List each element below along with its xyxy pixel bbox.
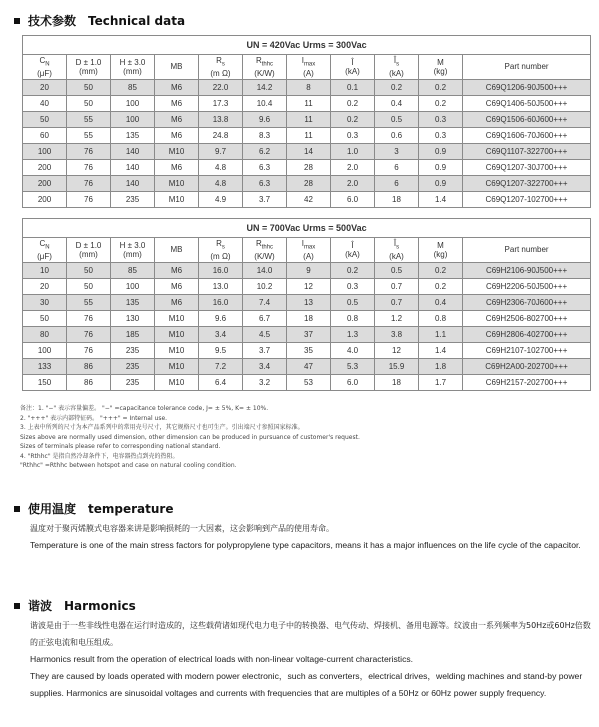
table-voltage-title: UN = 700Vac Urms = 500Vac bbox=[23, 219, 591, 238]
table-cell: 0.3 bbox=[331, 128, 375, 144]
table-cell: 6 bbox=[375, 176, 419, 192]
column-header-subscript: s bbox=[221, 244, 225, 251]
table-cell: 6.2 bbox=[243, 144, 287, 160]
table-cell: 5.3 bbox=[331, 359, 375, 375]
table-cell: 50 bbox=[67, 96, 111, 112]
column-header-unit: (m Ω) bbox=[210, 68, 231, 78]
table-header-row bbox=[23, 238, 591, 263]
table-cell: 0.6 bbox=[375, 128, 419, 144]
table-cell: 76 bbox=[67, 176, 111, 192]
spec-table-420v bbox=[22, 35, 591, 208]
column-header-label: Part number bbox=[504, 245, 549, 255]
table-cell: 200 bbox=[23, 192, 67, 208]
table-cell: 3.4 bbox=[243, 359, 287, 375]
table-cell: 6.7 bbox=[243, 311, 287, 327]
table-cell: 7.2 bbox=[199, 359, 243, 375]
table-cell: 17.3 bbox=[199, 96, 243, 112]
part-number-cell: C69Q1406-50J500+++ bbox=[463, 96, 591, 112]
heading-en: temperature bbox=[88, 501, 174, 516]
table-cell: M6 bbox=[155, 112, 199, 128]
column-header-label: R bbox=[255, 56, 262, 66]
table-cell: 76 bbox=[67, 311, 111, 327]
table-cell: 11 bbox=[287, 112, 331, 128]
table-row bbox=[23, 279, 591, 295]
table-cell: 1.3 bbox=[331, 327, 375, 343]
column-header bbox=[199, 238, 243, 263]
table-cell: 18 bbox=[375, 192, 419, 208]
table-cell: 18 bbox=[375, 375, 419, 391]
table-cell: 28 bbox=[287, 176, 331, 192]
column-header-label: MB bbox=[170, 245, 183, 255]
part-number-cell: C69H2157-202700+++ bbox=[463, 375, 591, 391]
column-header-label: D ± 1.0 bbox=[75, 57, 102, 67]
heading-en: Harmonics bbox=[64, 598, 136, 613]
part-number-cell: C69H2A00-202700+++ bbox=[463, 359, 591, 375]
column-header bbox=[419, 238, 463, 263]
table-cell: 9.6 bbox=[243, 112, 287, 128]
table-cell: 10 bbox=[23, 263, 67, 279]
table-cell: 12 bbox=[287, 279, 331, 295]
column-header-subscript: s bbox=[396, 61, 400, 68]
table-cell: 14.0 bbox=[243, 263, 287, 279]
table-cell: 86 bbox=[67, 375, 111, 391]
column-header-label: C bbox=[39, 239, 46, 249]
table-cell: 55 bbox=[67, 112, 111, 128]
heading-cn: 使用温度 bbox=[28, 502, 77, 516]
column-header bbox=[243, 238, 287, 263]
table-cell: M10 bbox=[155, 327, 199, 343]
table-cell: 4.8 bbox=[199, 160, 243, 176]
bullet-square-icon bbox=[14, 18, 20, 24]
table-voltage-title: UN = 420Vac Urms = 300Vac bbox=[23, 36, 591, 55]
table-cell: 35 bbox=[287, 343, 331, 359]
table-cell: M6 bbox=[155, 160, 199, 176]
table-row bbox=[23, 359, 591, 375]
column-header-unit: (μF) bbox=[37, 251, 52, 261]
table-cell: 0.4 bbox=[419, 295, 463, 311]
column-header-label: R bbox=[255, 239, 262, 249]
table-cell: M10 bbox=[155, 311, 199, 327]
table-cell: 0.4 bbox=[375, 96, 419, 112]
table-cell: 6.0 bbox=[331, 375, 375, 391]
table-cell: 55 bbox=[67, 128, 111, 144]
table-cell: 3.4 bbox=[199, 327, 243, 343]
table-cell: 85 bbox=[111, 263, 155, 279]
column-header-label: R bbox=[216, 56, 222, 66]
column-header-unit: (A) bbox=[303, 68, 314, 78]
table-row bbox=[23, 112, 591, 128]
table-cell: 22.0 bbox=[199, 80, 243, 96]
table-cell: M10 bbox=[155, 375, 199, 391]
heading-cn: 技术参数 bbox=[28, 14, 77, 28]
table-row bbox=[23, 160, 591, 176]
table-cell: 10.4 bbox=[243, 96, 287, 112]
column-header-subscript: thhc bbox=[261, 244, 274, 251]
table-cell: M6 bbox=[155, 80, 199, 96]
column-header-unit: (K/W) bbox=[254, 251, 275, 261]
part-number-cell: C69Q1206-90J500+++ bbox=[463, 80, 591, 96]
table-cell: 60 bbox=[23, 128, 67, 144]
table-cell: 2.0 bbox=[331, 160, 375, 176]
column-header bbox=[419, 55, 463, 80]
table-cell: 235 bbox=[111, 192, 155, 208]
table-cell: 8.3 bbox=[243, 128, 287, 144]
temperature-text bbox=[30, 520, 592, 554]
table-cell: 1.1 bbox=[419, 327, 463, 343]
table-cell: 0.2 bbox=[375, 80, 419, 96]
table-cell: 100 bbox=[111, 279, 155, 295]
column-header bbox=[111, 238, 155, 263]
table-cell: 24.8 bbox=[199, 128, 243, 144]
table-cell: 0.2 bbox=[419, 80, 463, 96]
table-cell: 76 bbox=[67, 327, 111, 343]
table-cell: 50 bbox=[67, 80, 111, 96]
table-cell: 3.8 bbox=[375, 327, 419, 343]
table-cell: 15.9 bbox=[375, 359, 419, 375]
table-cell: 100 bbox=[23, 144, 67, 160]
table-cell: 4.0 bbox=[331, 343, 375, 359]
table-cell: 1.8 bbox=[419, 359, 463, 375]
column-header-label: H ± 3.0 bbox=[119, 240, 146, 250]
column-header-unit: (mm) bbox=[123, 67, 142, 76]
table-cell: 13 bbox=[287, 295, 331, 311]
note-line: 备注：1. "−" 表示容量偏差。 "−" =capacitance tolerance code, J= ± 5%, K= ± 10%. bbox=[20, 405, 269, 412]
column-header-subscript: N bbox=[45, 61, 50, 68]
part-number-cell: C69H2107-102700+++ bbox=[463, 343, 591, 359]
table-cell: 7.4 bbox=[243, 295, 287, 311]
part-number-cell: C69H2506-802700+++ bbox=[463, 311, 591, 327]
column-header bbox=[463, 238, 591, 263]
table-cell: M10 bbox=[155, 192, 199, 208]
table-cell: 13.0 bbox=[199, 279, 243, 295]
table-cell: 13.8 bbox=[199, 112, 243, 128]
table-row bbox=[23, 128, 591, 144]
column-header-unit: (kA) bbox=[389, 251, 404, 261]
table-cell: 3.7 bbox=[243, 343, 287, 359]
table-cell: M6 bbox=[155, 295, 199, 311]
column-header-subscript: N bbox=[45, 244, 50, 251]
table-cell: 1.7 bbox=[419, 375, 463, 391]
table-cell: 3.7 bbox=[243, 192, 287, 208]
table-cell: 76 bbox=[67, 160, 111, 176]
column-header bbox=[463, 55, 591, 80]
column-header-subscript: thhc bbox=[261, 61, 274, 68]
table-cell: 100 bbox=[111, 112, 155, 128]
table-cell: 1.4 bbox=[419, 192, 463, 208]
table-cell: 3 bbox=[375, 144, 419, 160]
harmonics-heading bbox=[14, 597, 136, 614]
table-cell: 140 bbox=[111, 144, 155, 160]
column-header-label: MB bbox=[170, 62, 183, 72]
table-cell: 6.4 bbox=[199, 375, 243, 391]
table-cell: 1.2 bbox=[375, 311, 419, 327]
table-cell: M6 bbox=[155, 263, 199, 279]
column-header-unit: (A) bbox=[303, 251, 314, 261]
spec-table-700v bbox=[22, 218, 591, 391]
table-cell: 85 bbox=[111, 80, 155, 96]
table-cell: M10 bbox=[155, 176, 199, 192]
column-header-label: Î bbox=[393, 56, 397, 66]
table-cell: 0.5 bbox=[331, 295, 375, 311]
column-header bbox=[23, 55, 67, 80]
table-cell: 4.5 bbox=[243, 327, 287, 343]
table-cell: 4.9 bbox=[199, 192, 243, 208]
column-header-subscript: s bbox=[396, 244, 400, 251]
table-cell: 6.3 bbox=[243, 160, 287, 176]
harmonics-en-2: They are caused by loads operated with modern power electronic，such as converters，electrical drives，welding machines and stand-by power supplies. Harmonics are sinusoidal voltages and currents with frequencies that are multiples of a 50Hz or 60Hz power supply frequency. bbox=[30, 671, 583, 698]
table-cell: 1.0 bbox=[331, 144, 375, 160]
table-cell: 9 bbox=[287, 263, 331, 279]
table-cell: 0.9 bbox=[419, 176, 463, 192]
table-cell: 18 bbox=[287, 311, 331, 327]
table-cell: 140 bbox=[111, 160, 155, 176]
table-cell: M6 bbox=[155, 128, 199, 144]
table-cell: M6 bbox=[155, 96, 199, 112]
table-cell: 0.7 bbox=[375, 279, 419, 295]
temperature-heading bbox=[14, 500, 173, 517]
table-title-row bbox=[23, 219, 591, 238]
bullet-square-icon bbox=[14, 506, 20, 512]
part-number-cell: C69Q1107-322700+++ bbox=[463, 144, 591, 160]
table-row bbox=[23, 375, 591, 391]
part-number-cell: C69Q1207-102700+++ bbox=[463, 192, 591, 208]
column-header bbox=[67, 238, 111, 263]
column-header bbox=[287, 238, 331, 263]
harmonics-en-1: Harmonics result from the operation of electrical loads with non-linear voltage-current characteristics. bbox=[30, 654, 414, 664]
technical-data-heading bbox=[14, 12, 185, 29]
table-cell: 150 bbox=[23, 375, 67, 391]
table-cell: 37 bbox=[287, 327, 331, 343]
part-number-cell: C69Q1207-30J700+++ bbox=[463, 160, 591, 176]
table-row bbox=[23, 295, 591, 311]
table-cell: 0.2 bbox=[419, 263, 463, 279]
table-cell: 28 bbox=[287, 160, 331, 176]
column-header-label: Part number bbox=[504, 62, 549, 72]
table-cell: 235 bbox=[111, 343, 155, 359]
column-header-unit: (mm) bbox=[123, 250, 142, 259]
table-cell: 11 bbox=[287, 128, 331, 144]
table-cell: 135 bbox=[111, 295, 155, 311]
table-cell: 20 bbox=[23, 279, 67, 295]
table-cell: 0.5 bbox=[375, 112, 419, 128]
table-cell: 0.1 bbox=[331, 80, 375, 96]
column-header-label: I bbox=[301, 56, 304, 66]
table-cell: 0.7 bbox=[375, 295, 419, 311]
column-header-label: D ± 1.0 bbox=[75, 240, 102, 250]
column-header bbox=[287, 55, 331, 80]
column-header-unit: (kg) bbox=[433, 250, 448, 259]
column-header-label: C bbox=[39, 56, 46, 66]
table-cell: 0.2 bbox=[419, 279, 463, 295]
table-cell: 80 bbox=[23, 327, 67, 343]
table-cell: 10.2 bbox=[243, 279, 287, 295]
table-cell: 140 bbox=[111, 176, 155, 192]
table-cell: 0.2 bbox=[331, 263, 375, 279]
table-cell: 100 bbox=[23, 343, 67, 359]
table-cell: 0.3 bbox=[419, 112, 463, 128]
table-cell: 0.2 bbox=[419, 96, 463, 112]
table-cell: 235 bbox=[111, 375, 155, 391]
table-cell: 185 bbox=[111, 327, 155, 343]
table-cell: 11 bbox=[287, 96, 331, 112]
table-cell: 0.3 bbox=[331, 279, 375, 295]
column-header-unit: (K/W) bbox=[254, 68, 275, 78]
table-cell: 9.7 bbox=[199, 144, 243, 160]
column-header-unit: (mm) bbox=[79, 250, 98, 259]
table-cell: 50 bbox=[23, 311, 67, 327]
table-cell: 16.0 bbox=[199, 295, 243, 311]
harmonics-text bbox=[30, 617, 592, 702]
table-header-row bbox=[23, 55, 591, 80]
table-cell: 76 bbox=[67, 343, 111, 359]
column-header-unit: (kA) bbox=[345, 67, 360, 76]
part-number-cell: C69Q1207-322700+++ bbox=[463, 176, 591, 192]
part-number-cell: C69H2106-90J500+++ bbox=[463, 263, 591, 279]
table-row bbox=[23, 192, 591, 208]
column-header-label: M bbox=[437, 240, 444, 250]
note-line: 2. "+++" 表示内部特征码。 "+++" = Internal use. bbox=[20, 414, 168, 422]
heading-en: Technical data bbox=[88, 13, 186, 28]
heading-cn: 谐波 bbox=[28, 599, 53, 613]
table-cell: 47 bbox=[287, 359, 331, 375]
column-header-subscript: max bbox=[303, 244, 316, 251]
column-header bbox=[67, 55, 111, 80]
table-cell: 30 bbox=[23, 295, 67, 311]
part-number-cell: C69Q1506-60J600+++ bbox=[463, 112, 591, 128]
table-row bbox=[23, 144, 591, 160]
column-header-subscript: max bbox=[303, 61, 316, 68]
table-row bbox=[23, 263, 591, 279]
note-line: 4. "Rthhc" 是指自然冷却条件下，电容器热点到壳的热阻。 bbox=[20, 452, 179, 460]
table-cell: 50 bbox=[67, 279, 111, 295]
column-header-label: H ± 3.0 bbox=[119, 57, 146, 67]
table-cell: 4.8 bbox=[199, 176, 243, 192]
table-cell: M10 bbox=[155, 359, 199, 375]
table-cell: 133 bbox=[23, 359, 67, 375]
column-header bbox=[331, 238, 375, 263]
table-cell: 0.2 bbox=[331, 96, 375, 112]
column-header-unit: (kA) bbox=[345, 250, 360, 259]
part-number-cell: C69H2806-402700+++ bbox=[463, 327, 591, 343]
table-cell: 9.6 bbox=[199, 311, 243, 327]
table-cell: 55 bbox=[67, 295, 111, 311]
table-cell: 76 bbox=[67, 144, 111, 160]
table-cell: 0.9 bbox=[419, 160, 463, 176]
column-header bbox=[111, 55, 155, 80]
column-header bbox=[375, 55, 419, 80]
column-header-unit: (μF) bbox=[37, 68, 52, 78]
note-line: "Rthhc" =Rthhc between hotspot and case on natural cooling condition. bbox=[20, 462, 237, 469]
column-header-label: Î bbox=[351, 240, 354, 250]
table-cell: 3.2 bbox=[243, 375, 287, 391]
note-line: Sizes above are normally used dimension, other dimension can be produced in pursuance of customer's request. bbox=[20, 433, 360, 441]
table-cell: 6 bbox=[375, 160, 419, 176]
table-cell: 100 bbox=[111, 96, 155, 112]
column-header bbox=[155, 238, 199, 263]
table-cell: 1.4 bbox=[419, 343, 463, 359]
table-cell: 0.8 bbox=[419, 311, 463, 327]
column-header bbox=[155, 55, 199, 80]
table-title-row bbox=[23, 36, 591, 55]
column-header-label: Î bbox=[393, 239, 397, 249]
table-cell: 16.0 bbox=[199, 263, 243, 279]
table-cell: 200 bbox=[23, 176, 67, 192]
column-header-unit: (kg) bbox=[433, 67, 448, 76]
harmonics-cn: 谐波是由于一些非线性电器在运行时造成的，这些载荷诸如现代电力电子中的转换器、电气传动、焊接机、备用电源等。纹波由一系列频率为50Hz或60Hz倍数的正弦电流和电压组成。 bbox=[30, 621, 591, 647]
column-header bbox=[375, 238, 419, 263]
table-cell: 235 bbox=[111, 359, 155, 375]
part-number-cell: C69H2306-70J600+++ bbox=[463, 295, 591, 311]
table-cell: 86 bbox=[67, 359, 111, 375]
table-cell: M10 bbox=[155, 144, 199, 160]
table-cell: 14.2 bbox=[243, 80, 287, 96]
table-cell: 50 bbox=[67, 263, 111, 279]
note-line: Sizes of terminals please refer to corresponding national standard. bbox=[20, 443, 221, 450]
table-row bbox=[23, 327, 591, 343]
part-number-cell: C69Q1606-70J600+++ bbox=[463, 128, 591, 144]
column-header-label: Î bbox=[351, 57, 354, 67]
table-row bbox=[23, 311, 591, 327]
table-row bbox=[23, 80, 591, 96]
table-cell: 0.9 bbox=[419, 144, 463, 160]
column-header-label: R bbox=[216, 239, 222, 249]
table-cell: 6.3 bbox=[243, 176, 287, 192]
table-cell: 12 bbox=[375, 343, 419, 359]
note-line: 3. 上表中所列的尺寸为本产品系列中的常用壳号尺寸，其它规格尺寸也可生产。引出端尺寸参照国家标准。 bbox=[20, 424, 304, 431]
table-cell: 130 bbox=[111, 311, 155, 327]
table-row bbox=[23, 343, 591, 359]
table-cell: 0.2 bbox=[331, 112, 375, 128]
table-cell: 50 bbox=[23, 112, 67, 128]
notes-block bbox=[20, 404, 590, 471]
column-header bbox=[243, 55, 287, 80]
column-header bbox=[199, 55, 243, 80]
table-cell: 6.0 bbox=[331, 192, 375, 208]
table-cell: 0.3 bbox=[419, 128, 463, 144]
table-cell: 8 bbox=[287, 80, 331, 96]
table-cell: 76 bbox=[67, 192, 111, 208]
column-header bbox=[331, 55, 375, 80]
table-cell: 42 bbox=[287, 192, 331, 208]
column-header bbox=[23, 238, 67, 263]
table-cell: M10 bbox=[155, 343, 199, 359]
table-cell: 0.5 bbox=[375, 263, 419, 279]
table-cell: 14 bbox=[287, 144, 331, 160]
column-header-subscript: s bbox=[221, 61, 225, 68]
column-header-unit: (kA) bbox=[389, 68, 404, 78]
column-header-label: M bbox=[437, 57, 444, 67]
table-cell: 9.5 bbox=[199, 343, 243, 359]
table-cell: 40 bbox=[23, 96, 67, 112]
table-cell: 200 bbox=[23, 160, 67, 176]
temperature-cn: 温度对于聚丙烯膜式电容器来讲是影响损耗的一大因素，这会影响到产品的使用寿命。 bbox=[30, 524, 334, 533]
part-number-cell: C69H2206-50J500+++ bbox=[463, 279, 591, 295]
table-cell: 53 bbox=[287, 375, 331, 391]
table-cell: 20 bbox=[23, 80, 67, 96]
column-header-unit: (mm) bbox=[79, 67, 98, 76]
column-header-unit: (m Ω) bbox=[210, 251, 231, 261]
bullet-square-icon bbox=[14, 603, 20, 609]
column-header-label: I bbox=[301, 239, 304, 249]
table-cell: 2.0 bbox=[331, 176, 375, 192]
table-cell: 135 bbox=[111, 128, 155, 144]
table-cell: 0.8 bbox=[331, 311, 375, 327]
temperature-en: Temperature is one of the main stress factors for polypropylene type capacitors, means it has a major influences on the life cycle of the capacitor. bbox=[30, 540, 581, 550]
table-row bbox=[23, 96, 591, 112]
table-cell: M6 bbox=[155, 279, 199, 295]
table-row bbox=[23, 176, 591, 192]
